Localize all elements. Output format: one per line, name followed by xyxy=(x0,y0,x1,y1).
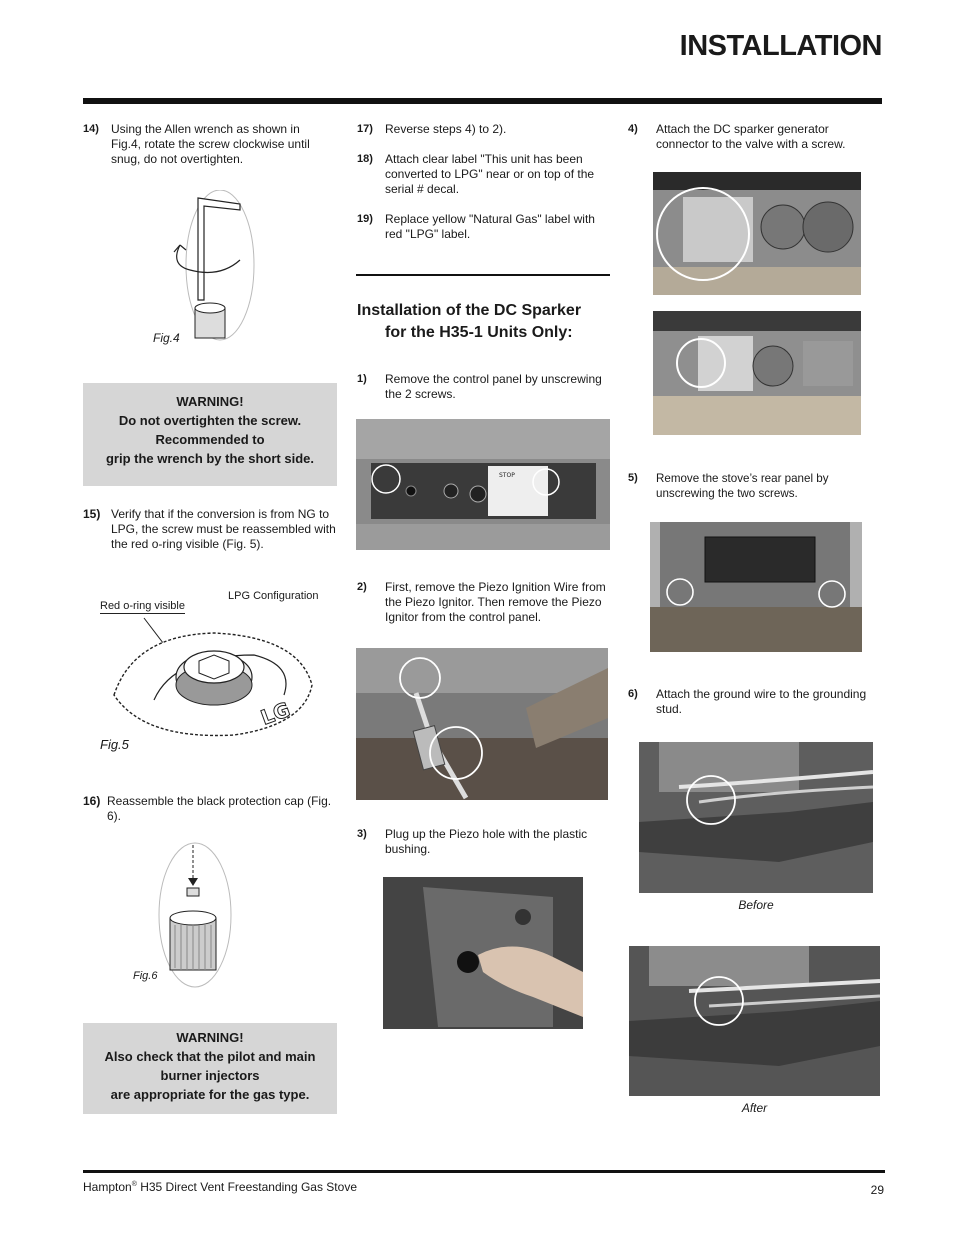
dc-sparker-valve-photo-2 xyxy=(653,311,861,435)
step-number: 2) xyxy=(357,581,367,593)
step-number: 17) xyxy=(357,123,373,135)
step-number: 16) xyxy=(83,794,101,808)
step-6 xyxy=(628,687,886,719)
step-text: Replace yellow "Natural Gas" label with red "LPG" label. xyxy=(385,212,595,241)
warning-title: WARNING! xyxy=(176,1030,244,1045)
footer-model: H35 Direct Vent Freestanding Gas Stove xyxy=(136,1180,357,1194)
rear-panel-photo xyxy=(650,522,862,652)
step-17 xyxy=(357,122,612,138)
step-2 xyxy=(357,580,612,628)
fig4-label: Fig.4 xyxy=(153,331,180,345)
step-1 xyxy=(357,372,612,404)
step-text: Using the Allen wrench as shown in Fig.4, rotate the screw clockwise until snug, do not overtighten. xyxy=(111,122,310,166)
footer-rule xyxy=(83,1170,885,1173)
caption-after: After xyxy=(741,1101,768,1115)
step-4 xyxy=(628,122,886,154)
ground-wire-before-photo xyxy=(639,742,873,893)
page-title: INSTALLATION xyxy=(679,30,882,62)
step-number: 1) xyxy=(357,373,367,385)
registered-mark: ® xyxy=(131,1181,137,1188)
step-15 xyxy=(83,507,338,555)
warning-line: Recommended to xyxy=(155,432,265,447)
warning-line: Also check that the pilot and main xyxy=(104,1049,316,1064)
step-number: 3) xyxy=(357,828,367,840)
footer-brand: Hampton xyxy=(83,1180,132,1194)
step-5 xyxy=(628,471,886,503)
step-number: 15) xyxy=(83,507,101,521)
control-panel-photo xyxy=(356,419,610,550)
step-number: 14) xyxy=(83,123,99,135)
step-16 xyxy=(83,794,338,826)
step-text: Reassemble the black protection cap (Fig. 6). xyxy=(107,794,332,823)
warning-line: grip the wrench by the short side. xyxy=(105,451,315,466)
step-text: Attach clear label "This unit has been converted to LPG" near or on top of the serial # decal. xyxy=(385,152,595,196)
header-rule xyxy=(83,98,882,104)
step-text: Remove the control panel by unscrewing the 2 screws. xyxy=(385,372,602,401)
step-text: Plug up the Piezo hole with the plastic bushing. xyxy=(385,827,588,856)
step-number: 5) xyxy=(628,472,638,484)
fig6-label: Fig.6 xyxy=(133,970,158,982)
step-text: Attach the ground wire to the grounding stud. xyxy=(656,687,867,716)
section-heading-dc-sparker xyxy=(357,300,612,344)
step-3 xyxy=(357,827,612,859)
fig5-valve-screw-illustration xyxy=(104,615,324,745)
step-number: 18) xyxy=(357,153,373,165)
step-14 xyxy=(83,122,338,170)
warning-box-overtighten xyxy=(83,383,337,486)
ground-wire-after-photo xyxy=(629,946,880,1096)
heading-line: Installation of the DC Sparker xyxy=(357,302,582,319)
footer-product-name xyxy=(83,1180,357,1194)
fig4-allen-wrench-illustration xyxy=(150,190,255,345)
warning-line: Do not overtighten the screw. xyxy=(118,413,302,428)
step-text: Attach the DC sparker generator connector to the valve with a screw. xyxy=(656,122,846,151)
step-text: Verify that if the conversion is from NG to LPG, the screw must be reassembled with the red o-ring visible (Fig. 5). xyxy=(111,507,336,551)
fig6-protection-cap-illustration xyxy=(155,840,235,990)
step-number: 19) xyxy=(357,213,373,225)
warning-title: WARNING! xyxy=(176,394,244,409)
warning-line: are appropriate for the gas type. xyxy=(110,1087,310,1102)
svg-text:LG: LG xyxy=(257,697,294,730)
step-text: Remove the stove’s rear panel by unscrewing the two screws. xyxy=(656,472,829,500)
warning-box-injectors xyxy=(83,1023,337,1114)
lpg-configuration-label: LPG Configuration xyxy=(228,590,319,602)
fig5-label: Fig.5 xyxy=(100,737,129,752)
red-oring-label: Red o-ring visible xyxy=(100,600,185,612)
caption-before: Before xyxy=(738,898,774,912)
page-number: 29 xyxy=(870,1183,884,1197)
heading-line: for the H35-1 Units Only: xyxy=(385,324,573,341)
piezo-ignitor-photo xyxy=(356,648,608,800)
step-19 xyxy=(357,212,612,244)
dc-sparker-valve-photo-1 xyxy=(653,172,861,295)
section-divider xyxy=(356,274,610,276)
piezo-hole-plug-photo xyxy=(383,877,583,1029)
step-number: 4) xyxy=(628,123,638,135)
step-text: Reverse steps 4) to 2). xyxy=(385,122,507,136)
panel-stop-text: STOP xyxy=(499,472,515,479)
step-number: 6) xyxy=(628,688,638,700)
step-18 xyxy=(357,152,612,200)
step-text: First, remove the Piezo Ignition Wire from the Piezo Ignitor. Then remove the Piezo Ignitor from the control panel. xyxy=(385,580,606,624)
warning-line: burner injectors xyxy=(160,1068,260,1083)
